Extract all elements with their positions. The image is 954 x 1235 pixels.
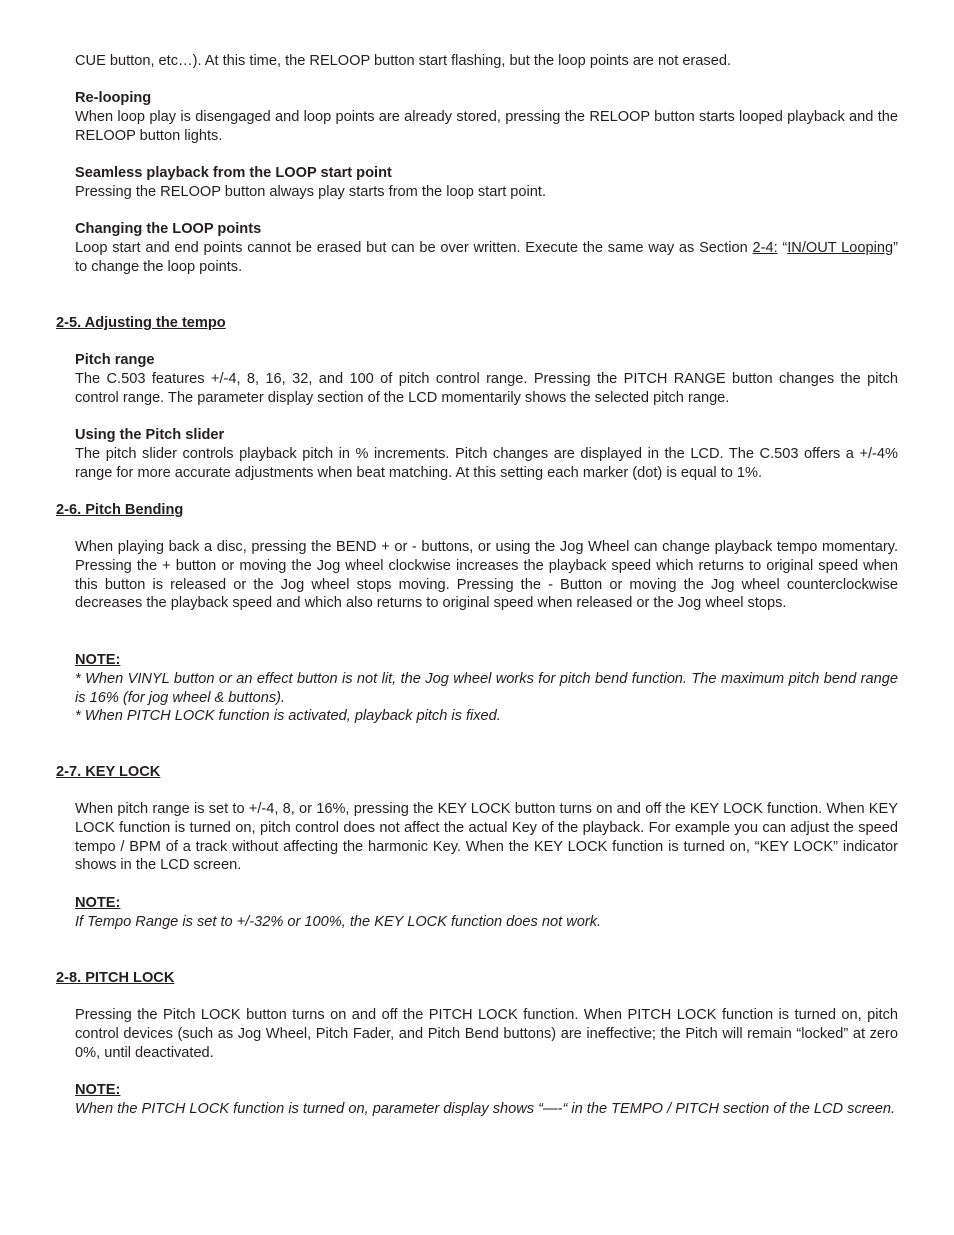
section-2-7-title: 2-7. KEY LOCK <box>56 764 161 780</box>
note-text: * When VINYL button or an effect button is not lit, the Jog wheel works for pitch bend function. The maximum pitch bend range is 16% (for jog wheel & buttons). <box>75 670 898 706</box>
note-text: If Tempo Range is set to +/-32% or 100%, the KEY LOCK function does not work. <box>75 913 602 930</box>
key-lock-note <box>75 894 898 932</box>
changing-heading: Changing the LOOP points <box>75 221 262 237</box>
pitch-slider-heading: Using the Pitch slider <box>75 427 225 443</box>
relooping-body: When loop play is disengaged and loop points are already stored, pressing the RELOOP button starts looped playback and the RELOOP button lights. <box>75 108 898 144</box>
note-label: NOTE: <box>75 895 121 911</box>
note-text: When the PITCH LOCK function is turned on, parameter display shows “—-“ in the TEMPO / PITCH section of the LCD screen. <box>75 1100 896 1117</box>
note-label: NOTE: <box>75 652 121 668</box>
pitch-range-block <box>75 351 898 407</box>
pitch-bending-body: When playing back a disc, pressing the BEND + or - buttons, or using the Jog Wheel can change playback tempo momentary. Pressing the + button or moving the Jog wheel clockwise increases the playback speed which returns to original speed when this button is released or the Jog wheel stops moving. Pressing the - Button or moving the Jog wheel counterclockwise decreases the playback speed and which also returns to original speed when released or the Jog wheel stops. <box>75 539 898 612</box>
pitch-lock-body: Pressing the Pitch LOCK button turns on and off the PITCH LOCK function. When PITCH LOCK function is turned on, pitch control devices (such as Jog Wheel, Pitch Fader, and Pitch Bend buttons) are ineffective; the Pitch will remain “locked” at zero 0%, until deactivated. <box>75 1007 898 1061</box>
pitch-slider-body: The pitch slider controls playback pitch in % increments. Pitch changes are displayed in the LCD. The C.503 offers a +/-4% range for more accurate adjustments when beat matching. At this setting each marker (dot) is equal to 1%. <box>75 445 898 481</box>
seamless-heading: Seamless playback from the LOOP start point <box>75 165 392 181</box>
note-label: NOTE: <box>75 1082 121 1098</box>
pitch-range-heading: Pitch range <box>75 352 155 368</box>
section-2-8-title: 2-8. PITCH LOCK <box>56 970 175 986</box>
section-2-6-title: 2-6. Pitch Bending <box>56 502 184 518</box>
seamless-block <box>75 164 898 202</box>
key-lock-body: When pitch range is set to +/-4, 8, or 16%, pressing the KEY LOCK button turns on and off the KEY LOCK function. When KEY LOCK function is turned on, pitch control does not affect the actual Key of the playback. For example you can adjust the speed tempo / BPM of a track without affecting the harmonic Key. When the KEY LOCK function is turned on, “KEY LOCK” indicator shows in the LCD screen. <box>75 801 898 874</box>
changing-body: Loop start and end points cannot be erased but can be over written. Execute the same way as Section 2-4: “IN/OUT Looping” to change the loop points. <box>75 239 898 275</box>
section-2-4-link[interactable]: 2-4: <box>752 239 778 256</box>
relooping-heading: Re-looping <box>75 90 152 106</box>
seamless-body: Pressing the RELOOP button always play starts from the loop start point. <box>75 183 547 200</box>
note-text: * When PITCH LOCK function is activated, playback pitch is fixed. <box>75 708 501 725</box>
pitch-lock-note <box>75 1081 898 1119</box>
in-out-looping-link[interactable]: IN/OUT Looping <box>787 239 894 256</box>
pitch-slider-block <box>75 426 898 482</box>
pitch-range-body: The C.503 features +/-4, 8, 16, 32, and 100 of pitch control range. Pressing the PITCH RANGE button changes the pitch control range. The parameter display section of the LCD momentarily shows the selected pitch range. <box>75 370 898 406</box>
relooping-block <box>75 89 898 145</box>
pitch-bending-note <box>75 651 898 726</box>
intro-paragraph: CUE button, etc…). At this time, the RELOOP button start flashing, but the loop points are not erased. <box>75 53 731 69</box>
section-2-5-title: 2-5. Adjusting the tempo <box>56 315 226 331</box>
changing-block <box>75 220 898 276</box>
